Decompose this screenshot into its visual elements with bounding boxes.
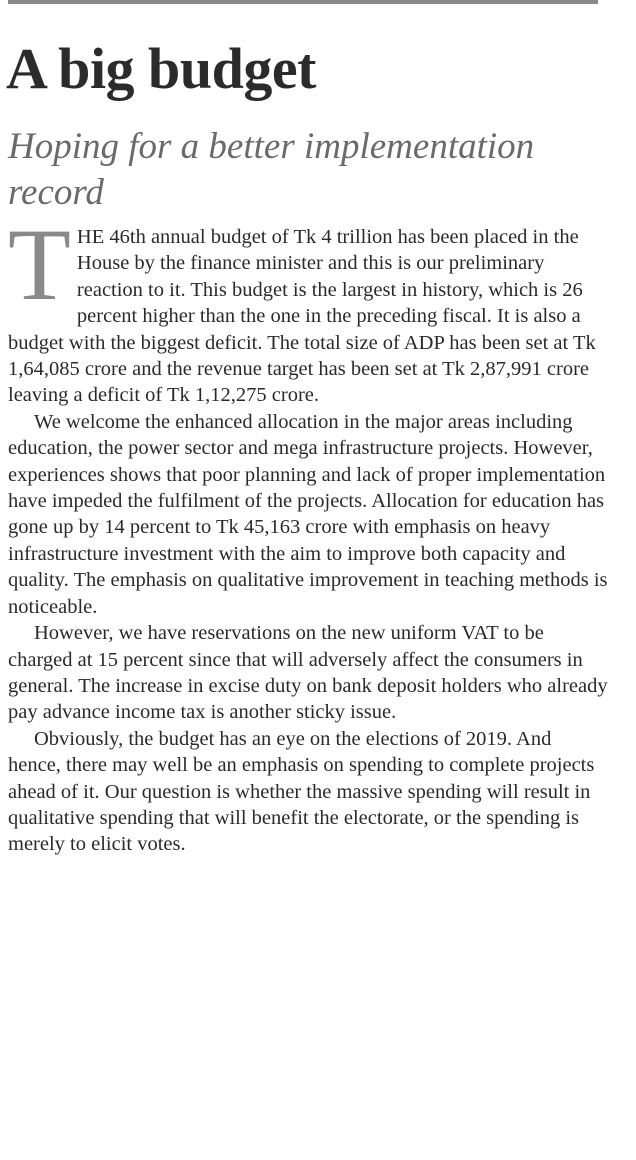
paragraph-1 [8, 208, 608, 409]
paragraph-3: However, we have reservations on the new uniform VAT to be charged at 15 percent since that will adversely affect the consumers in general. The increase in excise duty on bank deposit holders who already pay advance income tax is another sticky issue. [8, 622, 608, 724]
paragraph-1-text: HE 46th annual budget of Tk 4 trillion has been placed in the House by the finance minister and this is our preliminary reaction to it. This budget is the largest in history, which is 26 percent higher than the one in the preceding fiscal. It is also a budget with the biggest deficit. The total size of ADP has been set at Tk 1,64,085 crore and the revenue target has been set at Tk 2,87,991 crore leaving a deficit of Tk 1,12,275 crore. [8, 226, 596, 407]
top-rule [8, 0, 598, 4]
article-body [8, 208, 608, 858]
paragraph-4: Obviously, the budget has an eye on the elections of 2019. And hence, there may well be an emphasis on spending to complete projects ahead of it. Our question is whether the massive spending will result in qualitative spending that will benefit the electorate, or the spending is merely to elicit votes. [8, 727, 595, 856]
headline: A big budget [6, 36, 316, 101]
drop-cap: T [8, 208, 71, 322]
paragraph-2: We welcome the enhanced allocation in the major areas including education, the power sector and mega infrastructure projects. However, experiences shows that poor planning and lack of proper implementation have impeded the fulfilment of the projects. Allocation for education has gone up by 14 percent to Tk 45,163 crore with emphasis on heavy infrastructure investment with the aim to improve both capacity and quality. The emphasis on qualitative improvement in teaching methods is noticeable. [8, 410, 608, 618]
subheadline: Hoping for a better implementation record [8, 126, 535, 213]
